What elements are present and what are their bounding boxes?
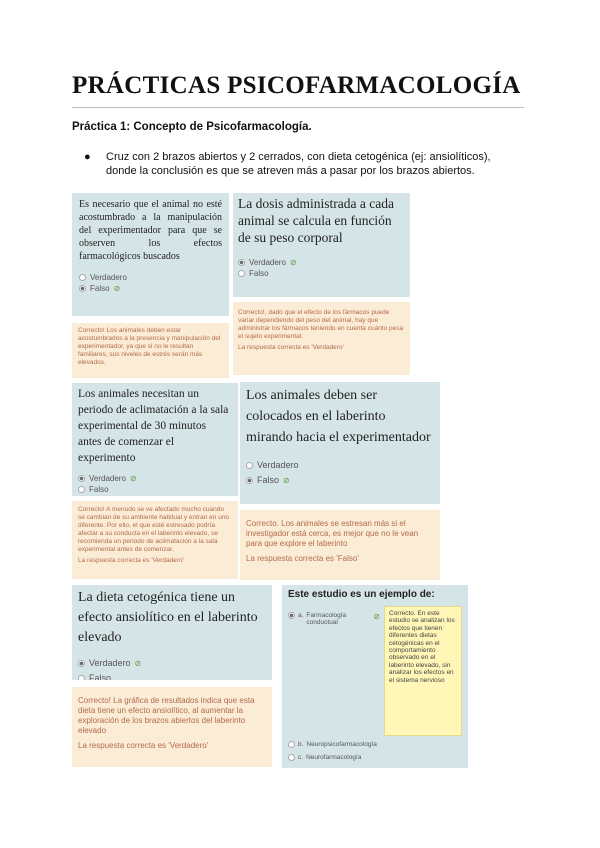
- question-card-acclimation: [72, 383, 238, 496]
- radio-icon[interactable]: [288, 754, 295, 761]
- choice-c[interactable]: c. Neurofarmacología: [288, 754, 361, 761]
- bullet-dot: ●: [84, 151, 91, 163]
- option-true[interactable]: Verdadero: [79, 273, 222, 282]
- radio-icon[interactable]: [238, 270, 245, 277]
- question-text: Los animales deben ser colocados en el laberinto mirando hacia el experimentador: [246, 388, 431, 445]
- radio-selected-icon[interactable]: [78, 475, 85, 482]
- correct-answer: La respuesta correcta es 'Verdadero': [78, 741, 209, 750]
- question-text: Los animales necesitan un periodo de aclimatación a la sala experimental de 30 minutos antes de comenzar el experimento: [78, 388, 229, 464]
- option-false[interactable]: Falso ⊘: [79, 284, 222, 293]
- feedback-text: Correcto! Los animales deben estar acostumbrados a la presencia y manipulación del experimentador, ya que si no le resultan familiares, sus niveles de estrés serán más elevados.: [78, 327, 221, 366]
- title-rule: [72, 107, 524, 108]
- radio-selected-icon[interactable]: [78, 660, 85, 667]
- option-true[interactable]: Verdadero ⊘: [238, 258, 405, 267]
- radio-icon[interactable]: [78, 675, 85, 681]
- bullet-text: Cruz con 2 brazos abiertos y 2 cerrados, con dieta cetogénica (ej: ansiolíticos), donde la conclusión es que se atreven más a pasar por los brazos abiertos.: [106, 151, 491, 177]
- choice-a[interactable]: a. Farmacología conductual ⊘: [288, 612, 380, 626]
- feedback-box: [72, 501, 238, 579]
- feedback-box: [72, 323, 229, 378]
- feedback-text: Correcto. Los animales se estresan más si el investigador está cerca, es mejor que no le vean para que explore el laberinto: [246, 519, 419, 548]
- option-true[interactable]: Verdadero: [246, 460, 434, 470]
- correct-answer: La respuesta correcta es 'Verdadero': [238, 344, 344, 351]
- check-icon: ⊘: [289, 258, 297, 267]
- question-card-ketogenic: [72, 585, 272, 680]
- radio-selected-icon[interactable]: [288, 612, 295, 619]
- correct-answer: La respuesta correcta es 'Falso': [246, 554, 359, 563]
- option-true[interactable]: Verdadero ⊘: [78, 658, 266, 668]
- feedback-tooltip: Correcto. En este estudio se analizan los efectos que tienen diferentes dietas cetogénicas en el comportamiento observado en el laberinto elevado, sin analizar los efectos en el sistema nervioso: [384, 606, 462, 736]
- feedback-box: [240, 510, 440, 580]
- check-icon: ⊘: [129, 474, 137, 483]
- question-text: Este estudio es un ejemplo de:: [288, 589, 435, 600]
- question-text: Es necesario que el animal no esté acostumbrado a la manipulación del experimentador para que se observen los efectos farmacológicos buscados: [79, 199, 222, 262]
- feedback-box: [233, 302, 410, 375]
- option-true[interactable]: Verdadero ⊘: [78, 474, 232, 483]
- section-heading: Práctica 1: Concepto de Psicofarmacología.: [72, 121, 312, 133]
- option-false[interactable]: Falso ⊘: [246, 475, 434, 485]
- radio-selected-icon[interactable]: [246, 477, 253, 484]
- radio-icon[interactable]: [78, 486, 85, 493]
- check-icon: ⊘: [113, 284, 121, 293]
- radio-selected-icon[interactable]: [79, 285, 86, 292]
- feedback-text: Correcto! La gráfica de resultados indica que esta dieta tiene un efecto ansiolítico, al aumentar la exploración de los brazos abiertos del laberinto elevado: [78, 696, 255, 735]
- radio-icon[interactable]: [288, 741, 295, 748]
- option-false[interactable]: Falso: [78, 485, 232, 494]
- question-text: La dieta cetogénica tiene un efecto ansiolítico en el laberinto elevado: [78, 590, 258, 645]
- question-card-dose: [233, 193, 410, 297]
- choice-b[interactable]: b. Neuropsicofarmacología: [288, 741, 377, 748]
- option-false[interactable]: Falso: [78, 673, 266, 680]
- question-card-manipulation: [72, 193, 229, 316]
- radio-selected-icon[interactable]: [238, 259, 245, 266]
- option-false[interactable]: Falso: [238, 269, 405, 278]
- page-title: PRÁCTICAS PSICOFARMACOLOGÍA: [72, 72, 521, 99]
- question-text: La dosis administrada a cada animal se calcula en función de su peso corporal: [238, 196, 394, 245]
- radio-icon[interactable]: [79, 274, 86, 281]
- check-icon: ⊘: [134, 658, 142, 668]
- bullet-item: [84, 150, 512, 178]
- check-icon: ⊘: [373, 612, 380, 621]
- feedback-text: Correcto!, dado que el efecto de los fármacos puede variar dependiendo del peso del animal, hay que administrar los fármacos teniendo en cuenta cuánto pesa el sujeto experimental.: [238, 309, 404, 340]
- check-icon: ⊘: [283, 475, 290, 485]
- question-card-orientation: [240, 382, 440, 504]
- feedback-box: [72, 687, 272, 767]
- feedback-text: Correcto! A menudo se ve afectado mucho cuando se cambian de su ambiente habitual y entran en uno diferente. Por ello, el que esté estresado podría afectar a su conducta en el laberinto elevado, se recomienda un periodo de aclimatación a la sala experimental antes de comenzar.: [78, 506, 230, 553]
- correct-answer: La respuesta correcta es 'Verdadero': [78, 557, 184, 564]
- radio-icon[interactable]: [246, 462, 253, 469]
